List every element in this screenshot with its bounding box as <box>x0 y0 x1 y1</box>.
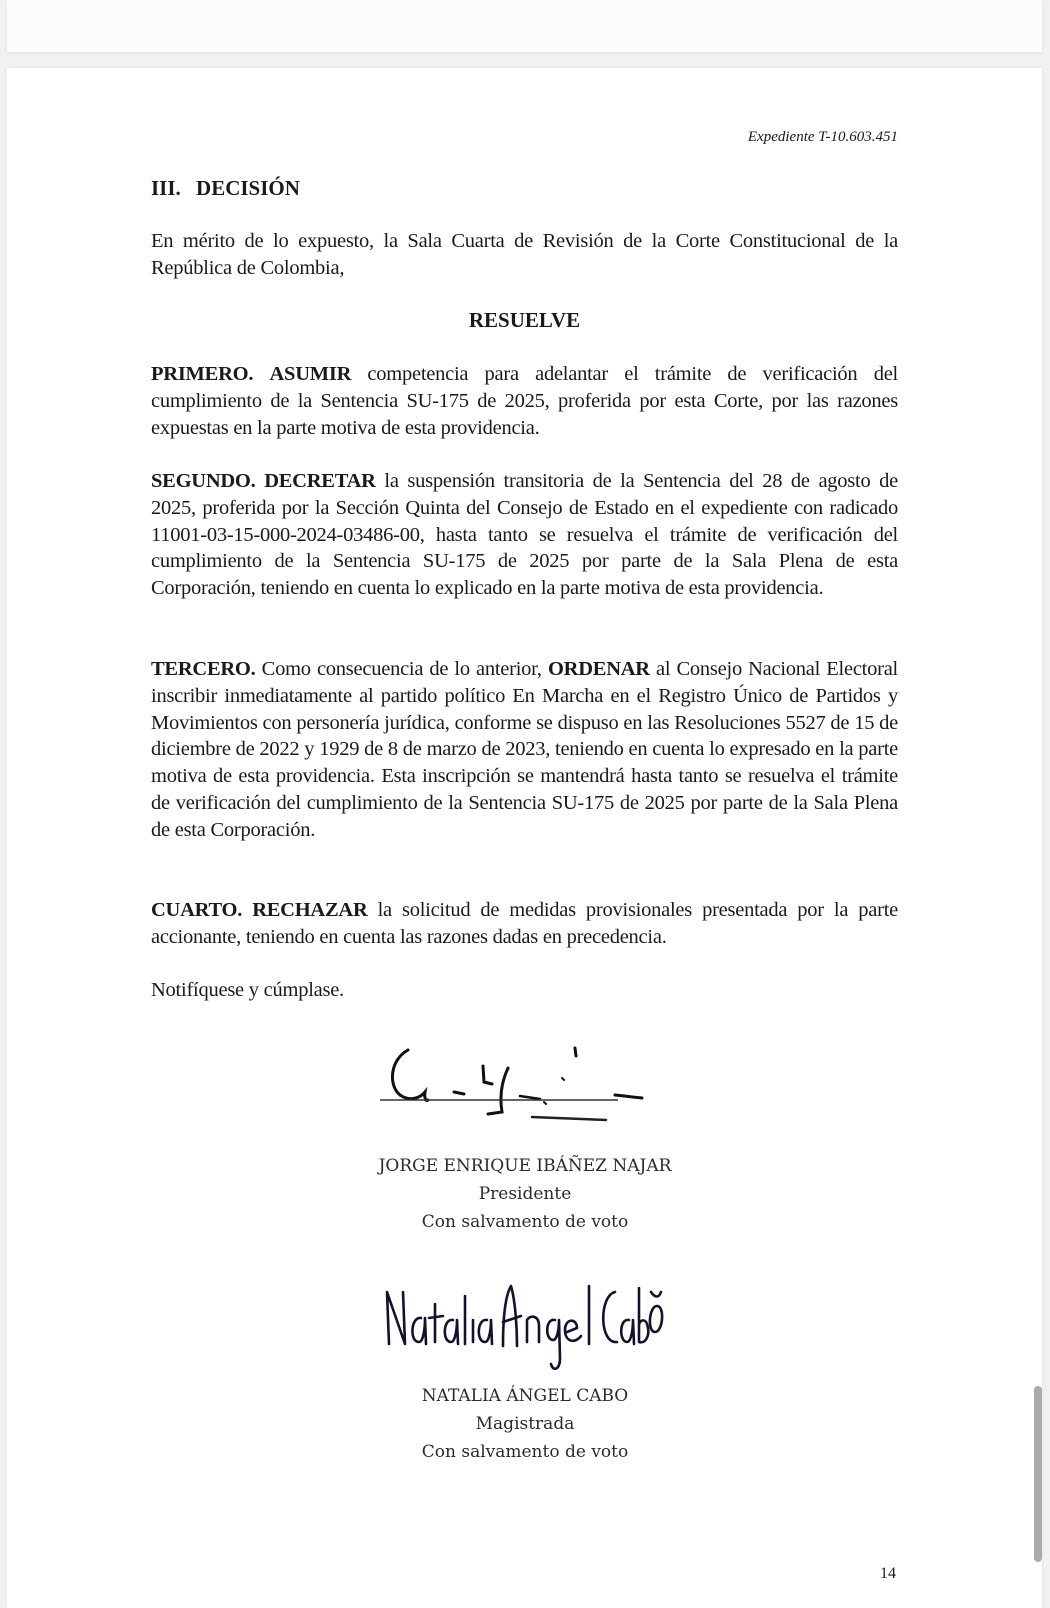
signatory-role: Magistrada <box>475 1414 575 1434</box>
previous-page-bottom <box>7 0 1042 52</box>
signatory-name: NATALIA ÁNGEL CABO <box>421 1386 629 1406</box>
resolution-verb: RECHAZAR <box>252 899 368 921</box>
signatory-note: Con salvamento de voto <box>421 1442 629 1462</box>
resolution-cuarto <box>151 897 898 951</box>
resolution-segundo <box>151 468 898 602</box>
signatory-note: Con salvamento de voto <box>421 1212 629 1232</box>
resolve-heading: RESUELVE <box>468 308 581 332</box>
case-file-reference: Expediente T-10.603.451 <box>747 129 898 145</box>
resolution-text: la suspensión transitoria de la Sentencia del 28 de agosto de 2025, proferida por la Sección Quinta del Consejo de Estado en el expediente con radicado 11001-03-15-000-2024-03486-00, hasta tanto se resuelva el trámite de verificación del cumplimiento de la Sentencia SU-175 de 2025 por parte de la Sala Plena de esta Corporación, teniendo en cuenta lo explicado en la parte motiva de esta providencia. <box>151 470 898 600</box>
resolution-verb: DECRETAR <box>264 470 376 492</box>
resolution-text: competencia para adelantar el trámite de verificación del cumplimiento de la Sentencia SU-175 de 2025, proferida por esta Corte, por las razones expuestas en la parte motiva de esta providencia. <box>151 363 898 439</box>
resolution-text: la solicitud de medidas provisionales presentada por la parte accionante, teniendo en cuenta las razones dadas en precedencia. <box>151 899 899 948</box>
signature-ibanez <box>380 1040 660 1140</box>
signatory-role: Presidente <box>478 1184 572 1204</box>
signatory-ibanez <box>330 1152 720 1236</box>
page-number: 14 <box>880 1565 896 1582</box>
signature-angel <box>385 1270 665 1380</box>
resolution-tercero <box>151 656 898 844</box>
signatory-name: JORGE ENRIQUE IBÁÑEZ NAJAR <box>378 1156 672 1176</box>
resolution-ordinal: CUARTO. <box>151 899 243 921</box>
signatory-angel <box>330 1382 720 1466</box>
section-heading <box>151 176 300 201</box>
resolution-primero <box>151 361 898 441</box>
resolution-ordinal: TERCERO. <box>151 658 256 680</box>
section-number: III. <box>151 176 181 200</box>
resolution-verb: ASUMIR <box>269 363 352 385</box>
resolution-ordinal: SEGUNDO. <box>151 470 256 492</box>
resolution-pre-text: Como consecuencia de lo anterior, <box>255 658 548 680</box>
resolution-verb: ORDENAR <box>547 658 650 680</box>
resolution-text: al Consejo Nacional Electoral inscribir inmediatamente al partido político En Marcha en el Registro Único de Partidos y Movimientos con personería jurídica, conforme se dispuso en las Resoluciones 5527 de 15 de diciembre de 2022 y 1929 de 8 de marzo de 2023, teniendo en cuenta lo expresado en la parte motiva de esta providencia. Esta inscripción se mantendrá hasta tanto se resuelva el trámite de verificación del cumplimiento de la Sentencia SU-175 de 2025 por parte de la Sala Plena de esta Corporación. <box>151 658 898 841</box>
section-title: DECISIÓN <box>196 176 300 200</box>
closing-formula: Notifíquese y cúmplase. <box>151 979 344 1001</box>
resolution-ordinal: PRIMERO. <box>151 363 254 385</box>
scrollbar-thumb[interactable] <box>1034 1386 1042 1562</box>
intro-paragraph: En mérito de lo expuesto, la Sala Cuarta de Revisión de la Corte Constitucional de la República de Colombia, <box>151 230 898 279</box>
